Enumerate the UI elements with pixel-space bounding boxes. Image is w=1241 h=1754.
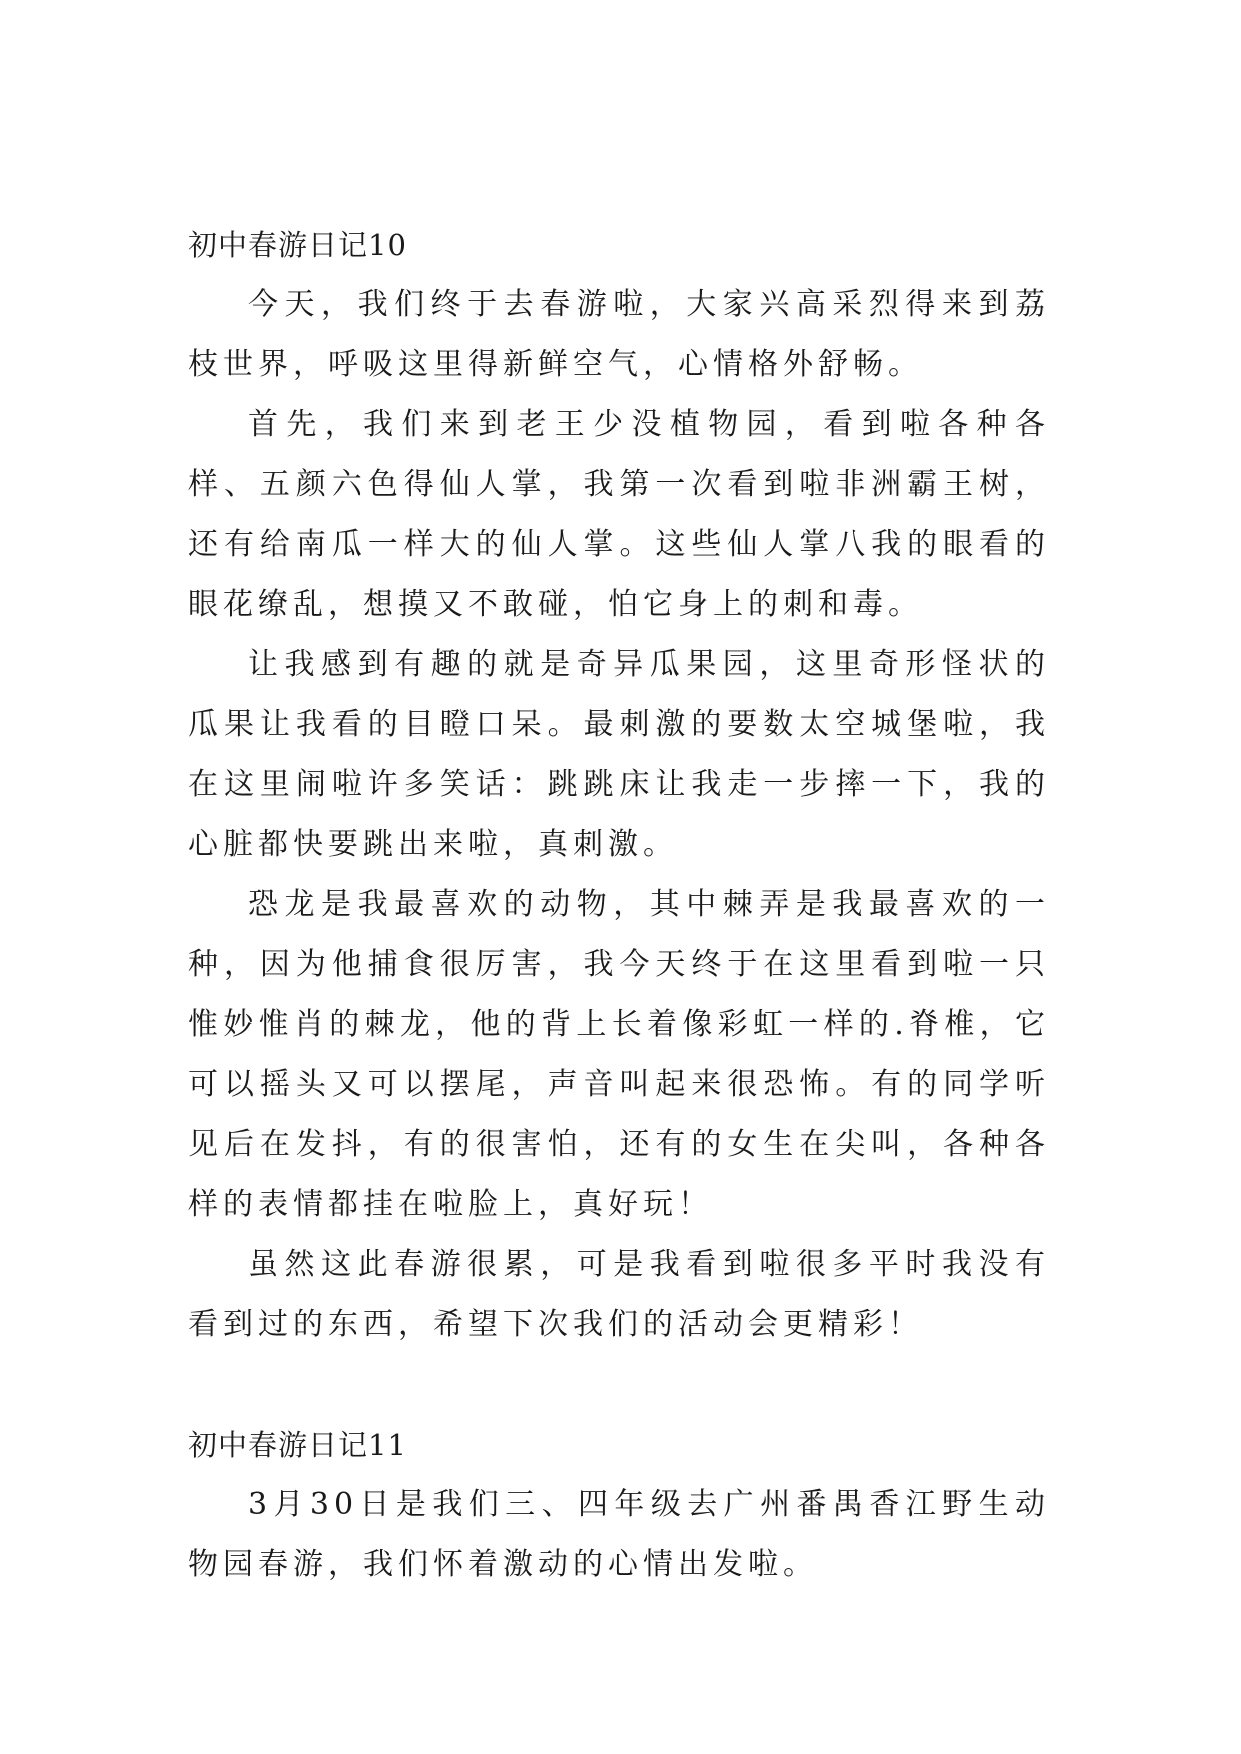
paragraph: 虽然这此春游很累，可是我看到啦很多平时我没有看到过的东西，希望下次我们的活动会更精彩！ — [188, 1247, 1050, 1342]
diary-entry-10 — [188, 215, 1050, 1355]
entry-title: 初中春游日记10 — [188, 228, 407, 262]
document-page — [188, 215, 1050, 1595]
paragraph: 首先，我们来到老王少没植物园，看到啦各种各样、五颜六色得仙人掌，我第一次看到啦非洲霸王树，还有给南瓜一样大的仙人掌。这些仙人掌八我的眼看的眼花缭乱，想摸又不敢碰，怕它身上的刺和毒。 — [188, 407, 1050, 622]
entry-title: 初中春游日记11 — [188, 1428, 407, 1462]
diary-entry-11 — [188, 1415, 1050, 1595]
paragraph: 今天，我们终于去春游啦，大家兴高采烈得来到荔枝世界，呼吸这里得新鲜空气，心情格外舒畅。 — [188, 287, 1050, 382]
paragraph: 让我感到有趣的就是奇异瓜果园，这里奇形怪状的瓜果让我看的目瞪口呆。最刺激的要数太空城堡啦，我在这里闹啦许多笑话：跳跳床让我走一步摔一下，我的心脏都快要跳出来啦，真刺激。 — [188, 647, 1050, 862]
paragraph: 3月30日是我们三、四年级去广州番禺香江野生动物园春游，我们怀着激动的心情出发啦。 — [188, 1487, 1050, 1582]
paragraph: 恐龙是我最喜欢的动物，其中棘弄是我最喜欢的一种，因为他捕食很厉害，我今天终于在这里看到啦一只惟妙惟肖的棘龙，他的背上长着像彩虹一样的.脊椎，它可以摇头又可以摆尾，声音叫起来很恐怖。有的同学听见后在发抖，有的很害怕，还有的女生在尖叫，各种各样的表情都挂在啦脸上，真好玩！ — [188, 887, 1050, 1222]
entry-separator — [188, 1355, 1050, 1415]
